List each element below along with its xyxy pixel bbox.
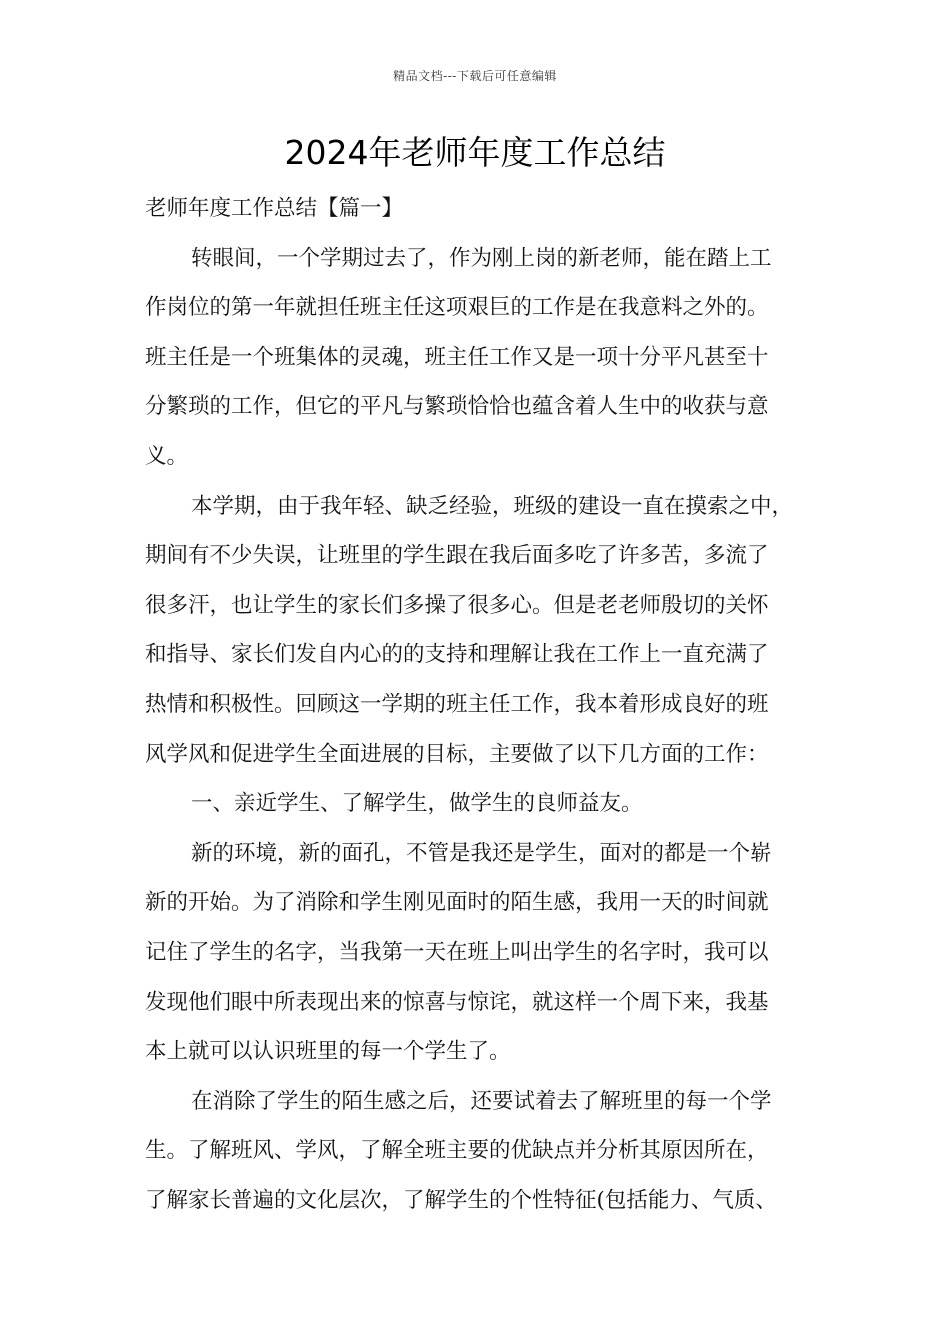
header-note: 精品文档---下载后可任意编辑 xyxy=(393,69,557,83)
paragraph-line: 热情和积极性。回顾这一学期的班主任工作，我本着形成良好的班 xyxy=(145,691,769,717)
paragraph-line: 班主任是一个班集体的灵魂，班主任工作又是一项十分平凡甚至十 xyxy=(145,344,769,370)
document-title: 2024年老师年度工作总结 xyxy=(284,133,666,172)
paragraph-line: 记住了学生的名字，当我第一天在班上叫出学生的名字时，我可以 xyxy=(145,939,769,965)
paragraph-line: 了解家长普遍的文化层次，了解学生的个性特征(包括能力、气质、 xyxy=(145,1187,777,1213)
document-body xyxy=(145,184,815,1225)
paragraph-line: 作岗位的第一年就担任班主任这项艰巨的工作是在我意料之外的。 xyxy=(145,295,769,321)
paragraph-line: 分繁琐的工作，但它的平凡与繁琐恰恰也蕴含着人生中的收获与意 xyxy=(145,394,769,420)
paragraph-line: 期间有不少失误，让班里的学生跟在我后面多吃了许多苦，多流了 xyxy=(145,543,769,569)
paragraph-line: 新的开始。为了消除和学生刚见面时的陌生感，我用一天的时间就 xyxy=(145,890,769,916)
paragraph-line: 在消除了学生的陌生感之后，还要试着去了解班里的每一个学 xyxy=(191,1088,772,1114)
paragraph-line: 发现他们眼中所表现出来的惊喜与惊诧，就这样一个周下来，我基 xyxy=(145,989,769,1015)
subsection-heading: 一、亲近学生、了解学生，做学生的良师益友。 xyxy=(191,791,643,817)
section-heading: 老师年度工作总结【篇一】 xyxy=(145,196,404,221)
paragraph-line: 风学风和促进学生全面进展的目标，主要做了以下几方面的工作： xyxy=(145,741,769,767)
paragraph-line: 本学期，由于我年轻、缺乏经验，班级的建设一直在摸索之中， xyxy=(191,493,794,519)
paragraph-line: 新的环境，新的面孔，不管是我还是学生，面对的都是一个崭 xyxy=(191,840,772,866)
paragraph-line: 义。 xyxy=(145,443,189,469)
paragraph-line: 很多汗，也让学生的家长们多操了很多心。但是老老师殷切的关怀 xyxy=(145,592,769,618)
paragraph-line: 和指导、家长们发自内心的的支持和理解让我在工作上一直充满了 xyxy=(145,642,769,668)
paragraph-line: 本上就可以认识班里的每一个学生了。 xyxy=(145,1039,511,1065)
paragraph-line: 生。了解班风、学风，了解全班主要的优缺点并分析其原因所在， xyxy=(145,1138,769,1164)
paragraph-line: 转眼间，一个学期过去了，作为刚上岗的新老师，能在踏上工 xyxy=(191,245,772,271)
